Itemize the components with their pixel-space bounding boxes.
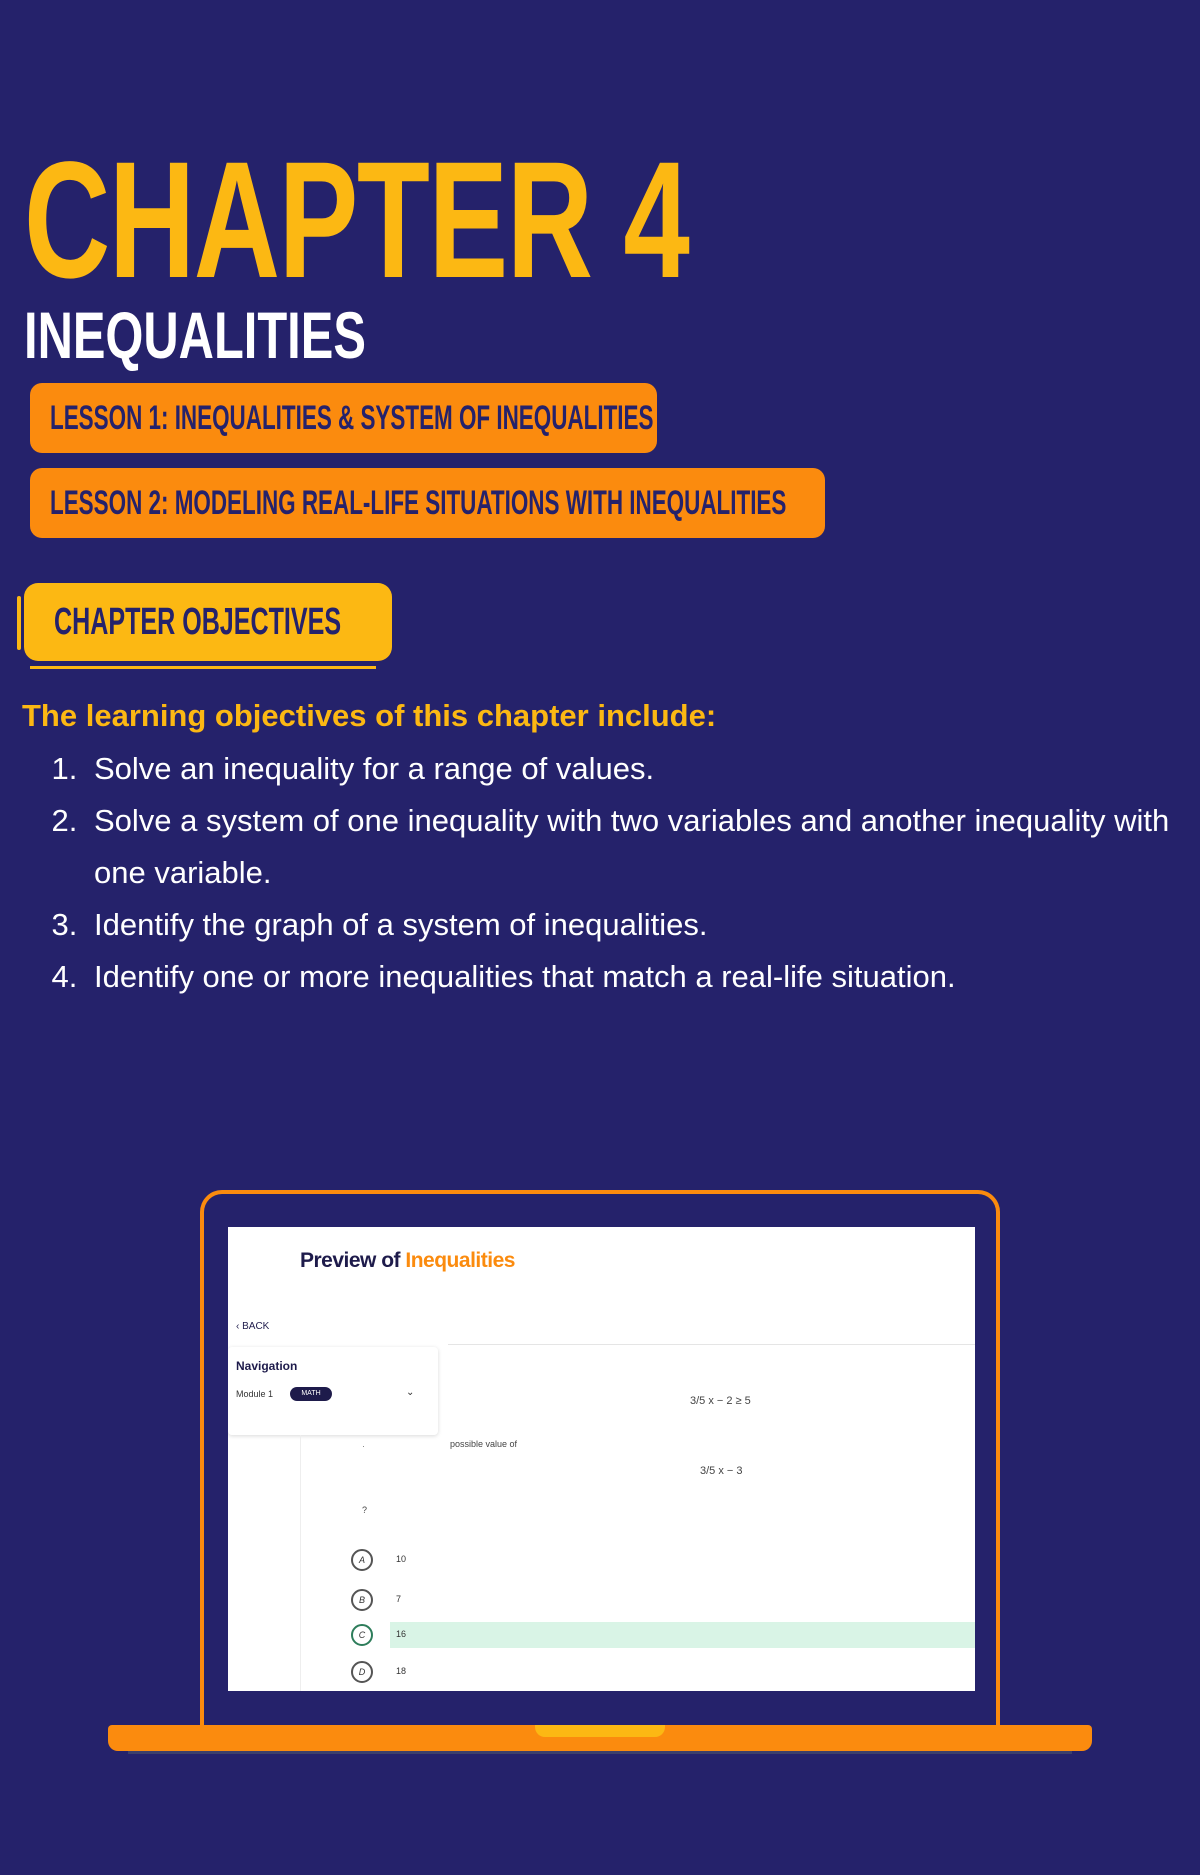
lesson-1-label: LESSON 1: INEQUALITIES & SYSTEM OF INEQUALITIES	[50, 399, 654, 437]
preview-title-accent: Inequalities	[405, 1249, 515, 1272]
objectives-list	[48, 743, 1200, 1003]
laptop-screen	[228, 1227, 975, 1691]
choice-b-value[interactable]: 7	[396, 1594, 402, 1604]
objectives-heading-banner	[24, 583, 392, 661]
laptop-notch	[535, 1725, 665, 1737]
objectives-underline	[30, 666, 376, 669]
chapter-title: CHAPTER 4	[24, 128, 689, 313]
choice-d-value[interactable]: 18	[396, 1666, 407, 1676]
choice-d-bubble[interactable]: D	[351, 1661, 373, 1683]
question-text: possible value of	[450, 1439, 518, 1449]
objectives-heading: CHAPTER OBJECTIVES	[54, 601, 342, 643]
objective-item: 4. Identify one or more inequalities that match a real-life situation.	[86, 951, 1200, 1003]
equation-2: 3/5 x − 3	[700, 1465, 743, 1477]
objective-item: 2. Solve a system of one inequality with two variables and another inequality with one variable.	[86, 795, 1200, 899]
question-bullet: ·	[362, 1441, 365, 1451]
header-divider	[448, 1344, 975, 1345]
choice-a-bubble[interactable]: A	[351, 1549, 373, 1571]
module-label: Module 1	[236, 1389, 274, 1399]
choice-c-value[interactable]: 16	[396, 1629, 407, 1639]
module-badge: MATH	[290, 1387, 332, 1401]
objectives-intro: The learning objectives of this chapter include:	[22, 698, 717, 733]
lesson-2-banner	[30, 468, 825, 538]
back-link[interactable]: ‹ BACK	[236, 1321, 270, 1332]
chevron-down-icon[interactable]: ⌄	[406, 1387, 415, 1398]
selected-choice-highlight	[390, 1622, 975, 1648]
subject-title: INEQUALITIES	[24, 298, 366, 372]
question-mark: ?	[362, 1505, 368, 1515]
preview-title	[300, 1249, 515, 1273]
navigation-title: Navigation	[236, 1359, 298, 1373]
choice-b-bubble[interactable]: B	[351, 1589, 373, 1611]
objectives-accent-bar	[17, 596, 21, 650]
navigation-card	[228, 1347, 438, 1435]
preview-title-prefix: Preview of	[300, 1249, 406, 1272]
content-side-line	[300, 1435, 301, 1691]
lesson-1-banner	[30, 383, 657, 453]
lesson-2-label: LESSON 2: MODELING REAL-LIFE SITUATIONS WITH INEQUALITIES	[50, 484, 787, 522]
equation-1: 3/5 x − 2 ≥ 5	[690, 1395, 751, 1407]
objective-item: 1. Solve an inequality for a range of values.	[86, 743, 1200, 795]
choice-c-bubble[interactable]: C	[351, 1624, 373, 1646]
objective-item: 3. Identify the graph of a system of inequalities.	[86, 899, 1200, 951]
choice-a-value[interactable]: 10	[396, 1554, 407, 1564]
